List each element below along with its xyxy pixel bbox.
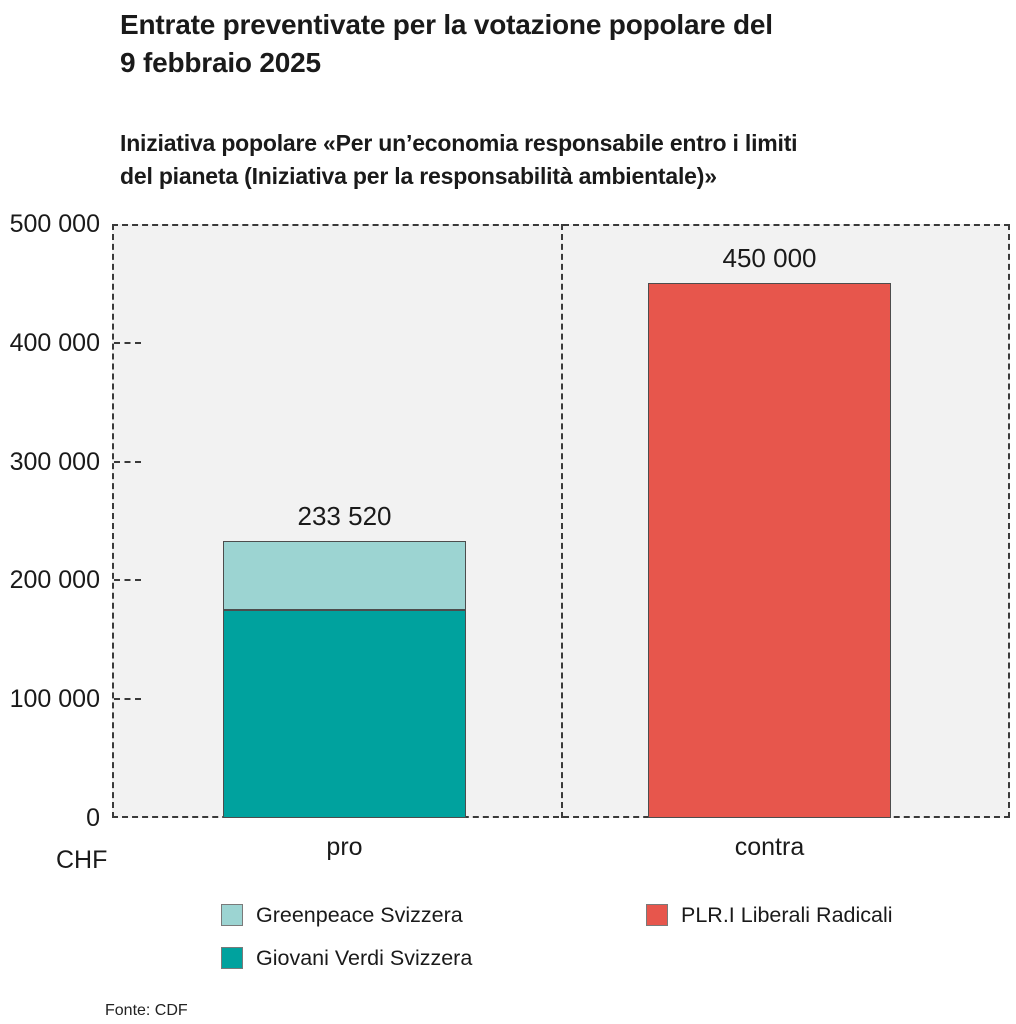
legend-item-giovani-verdi <box>221 946 472 970</box>
y-tick-label: 200 000 <box>9 566 100 595</box>
legend-swatch-plr <box>646 904 668 926</box>
y-axis-unit-label: CHF <box>56 846 108 874</box>
chart-title <box>120 6 773 82</box>
bar-segment-pro <box>223 610 466 818</box>
category-label-contra: contra <box>734 833 805 861</box>
panel-divider <box>561 224 563 818</box>
legend-item-plr <box>646 903 893 927</box>
chart-title-line-1: Entrate preventivate per la votazione popolare del <box>120 9 773 40</box>
legend-label-greenpeace: Greenpeace Svizzera <box>256 903 463 927</box>
chart-subtitle <box>120 127 797 193</box>
y-tick-label: 300 000 <box>9 447 100 476</box>
chart-subtitle-line-1: Iniziativa popolare «Per un’economia responsabile entro i limiti <box>120 130 798 156</box>
legend-label-giovani-verdi: Giovani Verdi Svizzera <box>256 946 473 970</box>
y-tick-label: 0 <box>86 804 100 832</box>
y-tick-mark <box>114 579 141 581</box>
y-tick-label: 100 000 <box>9 685 100 714</box>
legend-label-plr: PLR.I Liberali Radicali <box>681 903 893 927</box>
bar-segment-pro <box>223 541 466 611</box>
y-tick-mark <box>114 461 141 463</box>
legend-item-greenpeace <box>221 903 463 927</box>
bar-value-label: 233 520 <box>297 500 392 531</box>
bar-segment-contra <box>648 283 891 818</box>
y-tick-label: 400 000 <box>9 328 100 357</box>
y-tick-mark <box>114 342 141 344</box>
legend-swatch-giovani-verdi <box>221 947 243 969</box>
bar-value-label: 450 000 <box>722 243 817 274</box>
y-tick-label: 500 000 <box>9 210 100 238</box>
source-note: Fonte: CDF <box>105 1002 188 1019</box>
y-tick-mark <box>114 698 141 700</box>
chart-title-line-2: 9 febbraio 2025 <box>120 47 321 78</box>
legend-swatch-greenpeace <box>221 904 243 926</box>
category-label-pro: pro <box>326 833 363 861</box>
chart-subtitle-line-2: del pianeta (Iniziativa per la responsabilità ambientale)» <box>120 163 717 189</box>
